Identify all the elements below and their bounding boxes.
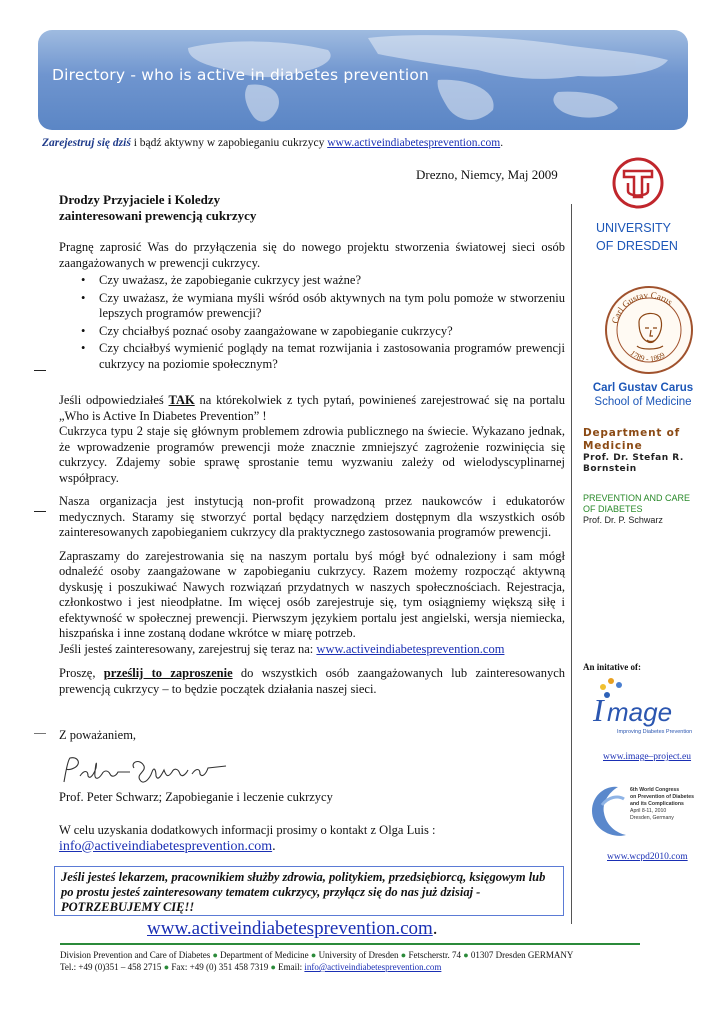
initiative-label: An initative of: (583, 662, 641, 672)
footer-department: Department of Medicine (220, 950, 309, 960)
margin-mark (34, 370, 46, 371)
university-line-2: OF DRESDEN (596, 239, 678, 253)
image-project-logo (583, 673, 703, 739)
big-url-line (147, 918, 438, 940)
footer-rule (60, 943, 640, 945)
congress-logo (588, 779, 706, 843)
footer-email-label: Email: (278, 962, 305, 972)
prevention-line-2: OF DIABETES (583, 504, 643, 514)
prevention-line-1: PREVENTION AND CARE (583, 493, 691, 503)
sidebar-divider (571, 204, 572, 924)
registration-tail: . (500, 137, 504, 149)
tak-word: TAK (168, 393, 195, 407)
contact-text: W celu uzyskania dodatkowych informacji prosimy o kontakt z Olga Luis : (59, 823, 436, 837)
university-line-1: UNIVERSITY (596, 221, 672, 235)
contact-tail: . (272, 838, 276, 854)
wcpd-link[interactable]: www.wcpd2010.com (607, 852, 688, 862)
letter-body-top (59, 240, 565, 374)
forward-text-b: do wszystkich osób zaangażowanych lub zainteresowanych prewencją cukrzycy – to będzie początek działania naszej sieci. (59, 666, 565, 696)
signature-image (60, 752, 230, 788)
footer-email-link[interactable]: info@activeindiabetesprevention.com (304, 962, 442, 972)
answer-text-a: Jeśli odpowiedziałeś (59, 393, 169, 407)
footer-line-1: Division Prevention and Care of Diabetes ● Department of Medicine ● University of Dresden ● Fetscherstr. 74 ● 01307 Dresden GERMANY (60, 950, 574, 960)
margin-mark (34, 511, 46, 512)
greeting-line-1: Drodzy Przyjaciele i Koledzy (59, 192, 221, 207)
seal-top-text: Carl Gustav Carus (609, 289, 675, 325)
footer-phone: Tel.: +49 (0)351 – 458 2715 (60, 962, 162, 972)
big-url-link[interactable]: www.activeindiabetesprevention.com (147, 918, 433, 939)
question-item: • Czy uważasz, że wymiana myśli wśród osób aktywnych na tym polu pomoże w stworzeniu lepszych programów prewencji? (99, 291, 565, 322)
contact-block (59, 823, 565, 854)
department-line-1: Department of (583, 427, 681, 439)
footer-fax: Fax: +49 (0) 351 458 7319 (171, 962, 269, 972)
department-prof-2: Bornstein (583, 464, 637, 474)
question-list (59, 273, 565, 372)
call-to-action-text: Jeśli jesteś lekarzem, pracownikiem służby zdrowia, politykiem, przedsiębiorcą, księgowym lub po prostu jesteś zainteresowany tematem cukrzycy, przyłącz się do nas już dzisiaj - POTRZEBUJEMY CIĘ!! (61, 870, 546, 914)
diabetes-paragraph: Cukrzyca typu 2 staje się głównym problemem zdrowia publicznego na świecie. Wykazano jednak, że wprowadzenie programów prewencji może znacznie zmniejszyć zagrożenie rozwinięcia się cukrzycy. Zdajemy sobie sprawę sprostanie temu wyzwaniu zależy od wielodyscyplinarnej współpracy. (59, 424, 565, 485)
margin-mark (34, 733, 46, 734)
header-banner (38, 30, 688, 130)
signer: Prof. Peter Schwarz; Zapobieganie i leczenie cukrzycy (59, 790, 333, 804)
letter-date: Drezno, Niemcy, Maj 2009 (416, 167, 558, 182)
greeting (59, 192, 256, 224)
congress-line-5: Dresden, Germany (630, 815, 674, 821)
image-project-link[interactable]: www.image–project.eu (603, 752, 692, 762)
regards: Z poważaniem, (59, 728, 137, 742)
organization-paragraph: Nasza organizacja jest instytucją non-profit prowadzoną przez naukowców i edukatorów medycznych. Staramy się stworzyć portal będący narzędziem dostępnym dla wszystkich osób zainteresowanych zapobieganiem cukrzycy dla praktycznego zastosowania programów prewencji. (59, 494, 565, 539)
footer-division: Division Prevention and Care of Diabetes (60, 950, 211, 960)
department-line-2: Medicine (583, 440, 643, 452)
letter-body-middle (59, 393, 565, 697)
question-item: • Czy chciałbyś wymienić poglądy na temat rozwijania i zastosowania programów prewencji cukrzycy na poziomie społecznym? (99, 341, 565, 372)
congress-line-1: 6th World Congress (630, 787, 680, 793)
seal-bottom-text: 1789 - 1869 (628, 348, 667, 364)
banner-title: Directory - who is active in diabetes prevention (52, 66, 430, 84)
answer-paragraph (59, 393, 565, 424)
answer-text-b: na którekolwiek z tych pytań, powinieneś zarejestrować się na portalu „Who is Active In Diabetes Prevention” ! (59, 393, 565, 423)
forward-text-a: Proszę, (59, 666, 104, 680)
carus-line-1: Carl Gustav Carus (592, 382, 694, 394)
carus-line-2: School of Medicine (594, 396, 692, 408)
university-logo (612, 157, 664, 209)
invitation-paragraph: Zapraszamy do zarejestrowania się na naszym portalu byś mógł być odnaleziony i sam mógł odnaleźć osoby zaangażowane w zapobieganiu cukrzycy. Razem możemy rozpocząć aktywną dyskusję i poszukiwać Nawych rozwiązań przydatnych w naszych społecznościach. Rejestracja, członkostwo i jest nieodpłatne. Im więcej osób zarejestruje się, tym osiągniemy większą siłę i efektywność w społecznej prewencji. Pierwszym językiem portalu jest angielski, wersja niemiecka, hiszpańska i inne zostaną dodane wkrótce w miarę potrzeb. (59, 548, 565, 640)
intro-paragraph: Pragnę zaprosić Was do przyłączenia się do nowego projektu stworzenia światowej sieci osób zaangażowanych w prewencji cukrzycy. (59, 240, 565, 270)
greeting-line-2: zainteresowani prewencją cukrzycy (59, 208, 257, 223)
register-now-link[interactable]: www.activeindiabetesprevention.com (316, 641, 505, 656)
prevention-block (583, 493, 708, 526)
image-logo-word: mage (607, 697, 673, 727)
congress-line-3: and its Complications (630, 801, 684, 807)
footer-city: 01307 Dresden GERMANY (470, 950, 574, 960)
department-prof-1: Prof. Dr. Stefan R. (583, 453, 684, 463)
contact-email-link[interactable]: info@activeindiabetesprevention.com (59, 838, 273, 854)
registration-text: i bądź aktywny w zapobieganiu cukrzycy (130, 137, 328, 149)
carus-seal-image (603, 284, 695, 376)
forward-link[interactable]: prześlij to zaproszenie (103, 666, 233, 680)
question-item: • Czy uważasz, że zapobieganie cukrzycy jest ważne? (99, 273, 565, 289)
image-logo-subtitle: Improving Diabetes Prevention (617, 729, 693, 735)
prevention-prof: Prof. Dr. P. Schwarz (583, 515, 663, 525)
university-name (596, 219, 678, 255)
footer-university: University of Dresden (318, 950, 399, 960)
big-url-tail: . (432, 918, 438, 939)
carus-school (583, 381, 703, 409)
registration-link[interactable]: www.activeindiabetesprevention.com (327, 137, 501, 149)
congress-line-4: April 8-11, 2010 (630, 808, 667, 814)
department-block (583, 427, 703, 475)
svg-text:I: I (593, 692, 604, 728)
registration-line (42, 137, 503, 149)
footer-line-2: Tel.: +49 (0)351 – 458 2715 ● Fax: +49 (0) 351 458 7319 ● Email: info@activeindiabetesprevention.com (60, 962, 442, 972)
question-item: • Czy chciałbyś poznać osoby zaangażowane w zapobieganie cukrzycy? (99, 324, 565, 340)
register-now-text: Jeśli jesteś zainteresowany, zarejestruj się teraz na: (59, 641, 317, 656)
footer-street: Fetscherstr. 74 (408, 950, 461, 960)
forward-paragraph (59, 666, 565, 697)
call-to-action-box (54, 866, 564, 916)
congress-line-2: on Prevention of Diabetes (630, 794, 694, 800)
registration-strong: Zarejestruj się dziś (42, 137, 131, 149)
register-now-paragraph (59, 642, 565, 658)
